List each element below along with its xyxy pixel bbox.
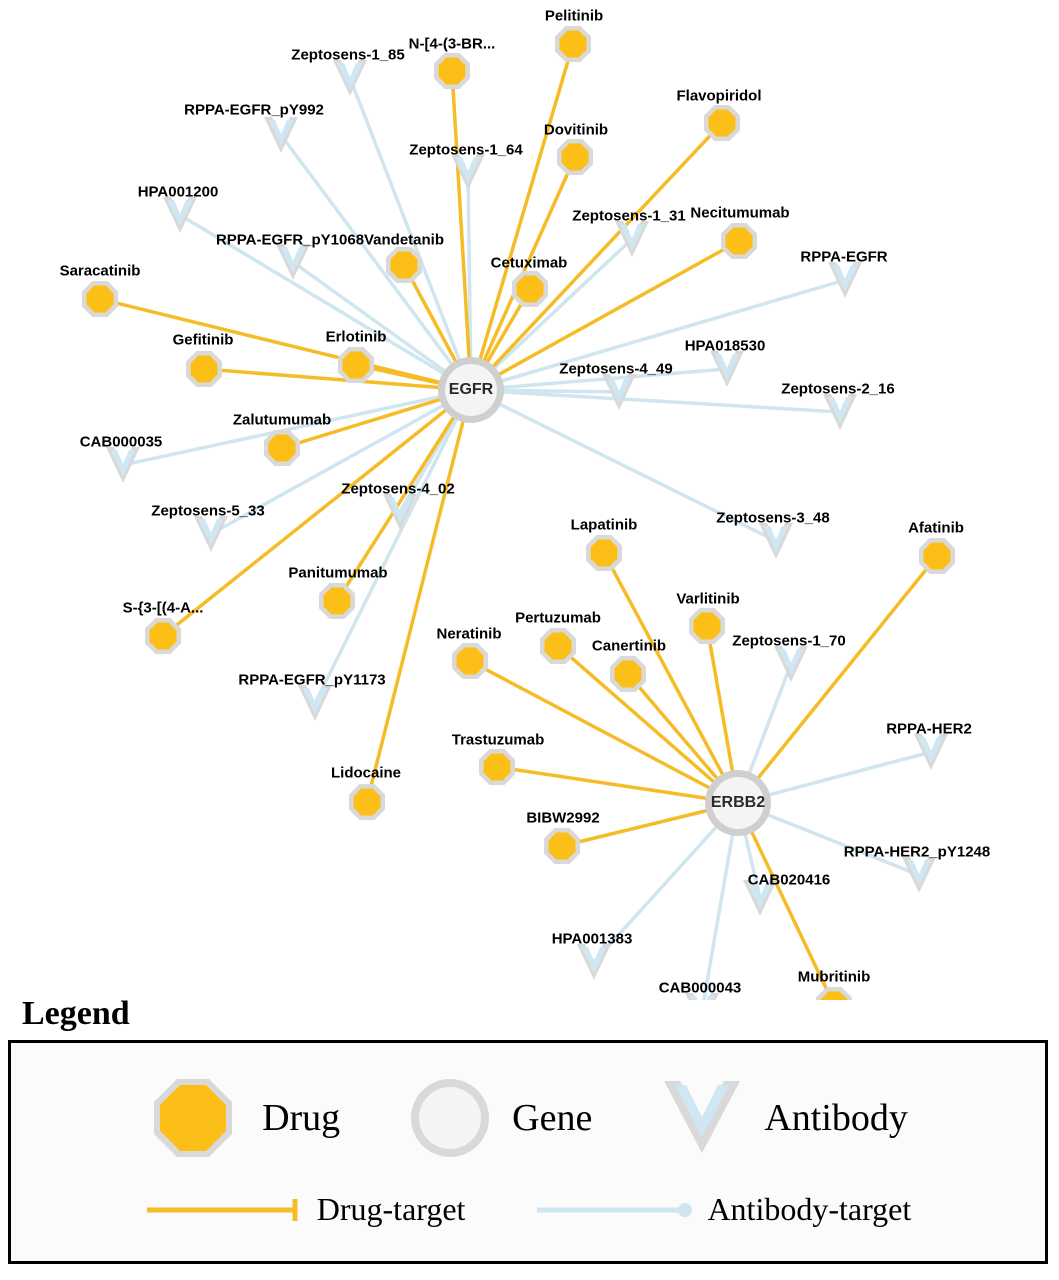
drug-label: Panitumumab: [288, 564, 388, 582]
antibody-label: RPPA-EGFR_pY1068: [215, 231, 365, 249]
drug-node[interactable]: [439, 58, 466, 85]
drug-node[interactable]: [560, 31, 587, 58]
antibody-label: Zeptosens-2_16: [781, 380, 895, 398]
antibody-label: HPA001383: [551, 930, 633, 948]
drug-node[interactable]: [269, 435, 296, 462]
drug-label: Canertinib: [591, 637, 667, 655]
drug-label: Dovitinib: [543, 121, 609, 139]
drug-label: Cetuximab: [490, 254, 568, 272]
drug-label: N-[4-(3-BR...: [408, 35, 496, 53]
legend-item-gene: [402, 1073, 592, 1163]
drug-node[interactable]: [709, 110, 736, 137]
drug-label: Mubritinib: [797, 968, 871, 986]
drug-label: S-{3-[(4-A...: [122, 599, 204, 617]
edges-layer: [100, 44, 937, 1000]
gene-icon: [402, 1073, 498, 1163]
drug-node[interactable]: [484, 754, 511, 781]
drug-label: Afatinib: [908, 519, 964, 537]
antibody-label: CAB000043: [658, 979, 742, 997]
drug-node[interactable]: [549, 833, 576, 860]
drug-label: Neratinib: [436, 625, 502, 643]
drug-target-edge: [367, 390, 471, 802]
antibody-target-edge: [350, 78, 471, 390]
antibody-label: Zeptosens-4_02: [341, 480, 455, 498]
antibody-label: Zeptosens-1_64: [409, 141, 523, 159]
legend-label-gene: Gene: [512, 1097, 593, 1139]
antibody-label: CAB020416: [747, 871, 831, 889]
drug-label: BIBW2992: [526, 809, 600, 827]
drug-label: Zalutumumab: [232, 411, 332, 429]
drug-node[interactable]: [562, 144, 589, 171]
antibody-node[interactable]: [690, 996, 715, 1000]
drug-node[interactable]: [924, 543, 951, 570]
gene-label: ERBB2: [710, 794, 766, 811]
legend-node-row: [11, 1073, 1045, 1163]
antibody-label: Zeptosens-3_48: [716, 509, 830, 527]
drug-label: Pertuzumab: [515, 609, 601, 627]
antibody-target-edge: [211, 390, 471, 534]
legend-edge-row: [11, 1191, 1045, 1228]
antibody-label: Zeptosens-1_31: [572, 207, 686, 225]
legend-label-drug: Drug: [262, 1097, 341, 1139]
drug-node[interactable]: [87, 286, 114, 313]
drug-node[interactable]: [191, 356, 218, 383]
drug-label: Flavopiridol: [676, 87, 762, 105]
drug-label: Necitumumab: [690, 204, 790, 222]
drug-target-edge: [337, 390, 471, 601]
antibody-label: Zeptosens-4_49: [559, 360, 673, 378]
gene-node[interactable]: [712, 777, 764, 829]
drug-label: Lidocaine: [330, 764, 402, 782]
legend-panel: [8, 1040, 1048, 1264]
legend-label-antibody-target: Antibody-target: [707, 1191, 912, 1227]
drug-label: Trastuzumab: [451, 731, 545, 749]
drug-label: Lapatinib: [570, 516, 638, 534]
antibody-label: RPPA-EGFR_pY1173: [238, 671, 386, 689]
legend-item-drug: [148, 1073, 340, 1163]
legend-title: Legend: [22, 995, 130, 1032]
drug-node[interactable]: [591, 540, 618, 567]
drug-target-edge: [163, 390, 471, 636]
antibody-label: HPA001200: [137, 183, 219, 201]
antibody-label: CAB000035: [79, 433, 163, 451]
drug-node[interactable]: [324, 588, 351, 615]
legend-item-drug-target: [145, 1191, 466, 1228]
drug-label: Pelitinib: [544, 7, 604, 25]
antibody-target-edge: [180, 215, 471, 390]
gene-label: EGFR: [448, 381, 494, 398]
legend-item-antibody-target: [535, 1191, 911, 1228]
legend-label-drug-target: Drug-target: [316, 1191, 466, 1227]
antibody-icon: [654, 1073, 750, 1163]
antibody-target-edge: [471, 390, 840, 412]
antibody-label: Zeptosens-5_33: [151, 502, 265, 520]
antibody-label: RPPA-HER2: [886, 720, 972, 738]
antibody-target-edge-icon: [535, 1195, 695, 1225]
drug-label: Saracatinib: [59, 262, 141, 280]
antibody-label: HPA018530: [684, 337, 766, 355]
drug-label: Varlitinib: [676, 590, 740, 608]
drug-icon: [148, 1073, 248, 1163]
nodes-layer: [79, 26, 955, 1000]
drug-node[interactable]: [457, 648, 484, 675]
drug-node[interactable]: [694, 613, 721, 640]
drug-node[interactable]: [545, 633, 572, 660]
drug-node[interactable]: [150, 623, 177, 650]
gene-node[interactable]: [445, 364, 497, 416]
antibody-label: RPPA-EGFR: [800, 248, 888, 266]
legend-item-antibody: [654, 1073, 908, 1163]
antibody-label: RPPA-HER2_pY1248: [843, 843, 991, 861]
drug-target-edge: [738, 556, 937, 803]
drug-node[interactable]: [517, 276, 544, 303]
drug-node[interactable]: [354, 789, 381, 816]
drug-target-edge-icon: [145, 1195, 305, 1225]
legend-label-antibody: Antibody: [764, 1097, 908, 1139]
drug-node[interactable]: [391, 252, 418, 279]
drug-node[interactable]: [615, 661, 642, 688]
antibody-target-edge: [471, 390, 776, 541]
antibody-target-edge: [315, 390, 471, 703]
antibody-label: Zeptosens-1_85: [291, 46, 405, 64]
antibody-label: Zeptosens-1_70: [732, 632, 846, 650]
drug-label: Erlotinib: [325, 328, 387, 346]
antibody-label: RPPA-EGFR_pY992: [184, 101, 324, 119]
drug-node[interactable]: [343, 352, 370, 379]
drug-label: Gefitinib: [172, 331, 234, 349]
drug-label: Vandetanib: [363, 231, 445, 249]
drug-node[interactable]: [726, 228, 753, 255]
